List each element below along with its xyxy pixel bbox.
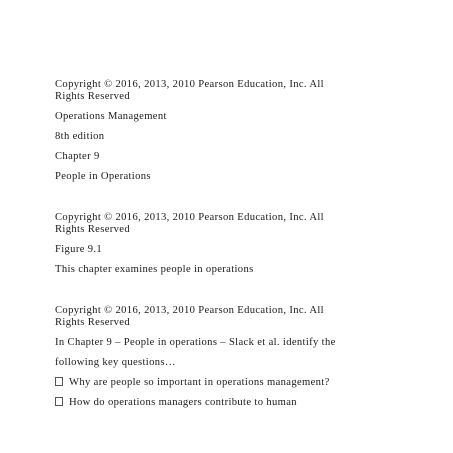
copyright-line: Copyright © 2016, 2013, 2010 Pearson Education, Inc. All <box>55 212 324 223</box>
chapter-title: People in Operations <box>55 171 151 182</box>
chapter-label: Chapter 9 <box>55 151 100 162</box>
list-item <box>55 377 330 389</box>
figure-label: Figure 9.1 <box>55 244 103 255</box>
figure-caption: This chapter examines people in operations <box>55 264 254 275</box>
intro-text: following key questions… <box>55 357 176 368</box>
copyright-line: Rights Reserved <box>55 224 130 235</box>
list-item-text: How do operations managers contribute to human <box>69 397 297 408</box>
checkbox-bullet-icon <box>55 377 63 386</box>
copyright-line: Copyright © 2016, 2013, 2010 Pearson Education, Inc. All <box>55 79 324 90</box>
list-item <box>55 397 297 409</box>
intro-text: In Chapter 9 – People in operations – Slack et al. identify the <box>55 337 336 348</box>
course-title: Operations Management <box>55 111 167 122</box>
list-item-text: Why are people so important in operations management? <box>69 377 330 388</box>
edition-text: 8th edition <box>55 131 105 142</box>
copyright-line: Rights Reserved <box>55 317 130 328</box>
copyright-line: Rights Reserved <box>55 91 130 102</box>
copyright-line: Copyright © 2016, 2013, 2010 Pearson Education, Inc. All <box>55 305 324 316</box>
checkbox-bullet-icon <box>55 397 63 406</box>
